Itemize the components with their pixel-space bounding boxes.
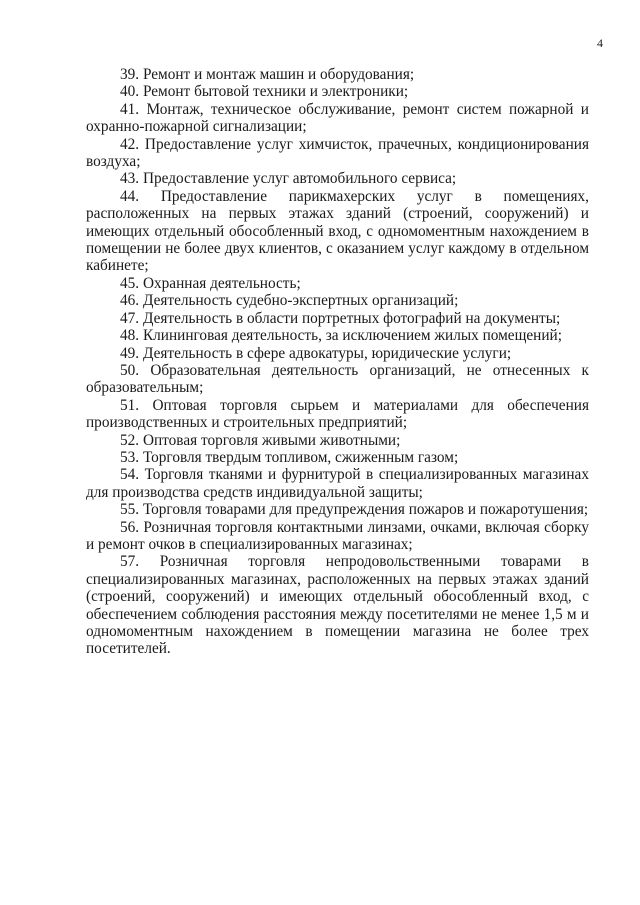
list-item-39: 39. Ремонт и монтаж машин и оборудования; <box>120 66 415 83</box>
list-item-55: 55. Торговля товарами для предупреждения пожаров и пожаротушения; <box>120 501 589 519</box>
list-item-46: 46. Деятельность судебно-экспертных организаций; <box>120 292 459 310</box>
page-number: 4 <box>597 36 603 50</box>
list-item-53: 53. Торговля твердым топливом, сжиженным газом; <box>120 448 459 466</box>
document-body <box>86 66 589 658</box>
list-item-45: 45. Охранная деятельность; <box>120 274 301 292</box>
list-item-50: 50. Образовательная деятельность организаций, не отнесенных к образовательным; <box>86 361 589 397</box>
list-item-47: 47. Деятельность в области портретных фотографий на документы; <box>120 309 561 327</box>
list-item-52: 52. Оптовая торговля живыми животными; <box>120 431 401 449</box>
list-item-51: 51. Оптовая торговля сырьем и материалами для обеспечения производственных и строительных предприятий; <box>86 396 589 432</box>
list-item-43: 43. Предоставление услуг автомобильного сервиса; <box>120 170 457 188</box>
list-item-57: 57. Розничная торговля непродовольственными товарами в специализированных магазинах, расположенных на первых этажах зданий (строений, сооружений) и имеющих отдельный обособленный вход, с обеспечением соблюдения расстояния между посетителями не менее 1,5 м и одномоментным нахождением в помещении магазина не более трех посетителей. <box>86 553 589 658</box>
list-item-56: 56. Розничная торговля контактными линзами, очками, включая сборку и ремонт очков в специализированных магазинах; <box>86 518 589 553</box>
list-item-49: 49. Деятельность в сфере адвокатуры, юридические услуги; <box>120 344 512 362</box>
list-item-42: 42. Предоставление услуг химчисток, прачечных, кондиционирования воздуха; <box>86 135 589 171</box>
list-item-41: 41. Монтаж, техническое обслуживание, ремонт систем пожарной и охранно-пожарной сигнализации; <box>86 100 589 136</box>
list-item-54: 54. Торговля тканями и фурнитурой в специализированных магазинах для производства средств индивидуальной защиты; <box>86 466 589 501</box>
list-item-48: 48. Клининговая деятельность, за исключением жилых помещений; <box>120 327 562 345</box>
list-item-40: 40. Ремонт бытовой техники и электроники; <box>120 83 409 101</box>
list-item-44: 44. Предоставление парикмахерских услуг в помещениях, расположенных на первых этажах зданий (строений, сооружений) и имеющих отдельный обособленный вход, с одномоментным нахождением в помещении не более двух клиентов, с оказанием услуг каждому в отдельном кабинете; <box>86 187 589 275</box>
